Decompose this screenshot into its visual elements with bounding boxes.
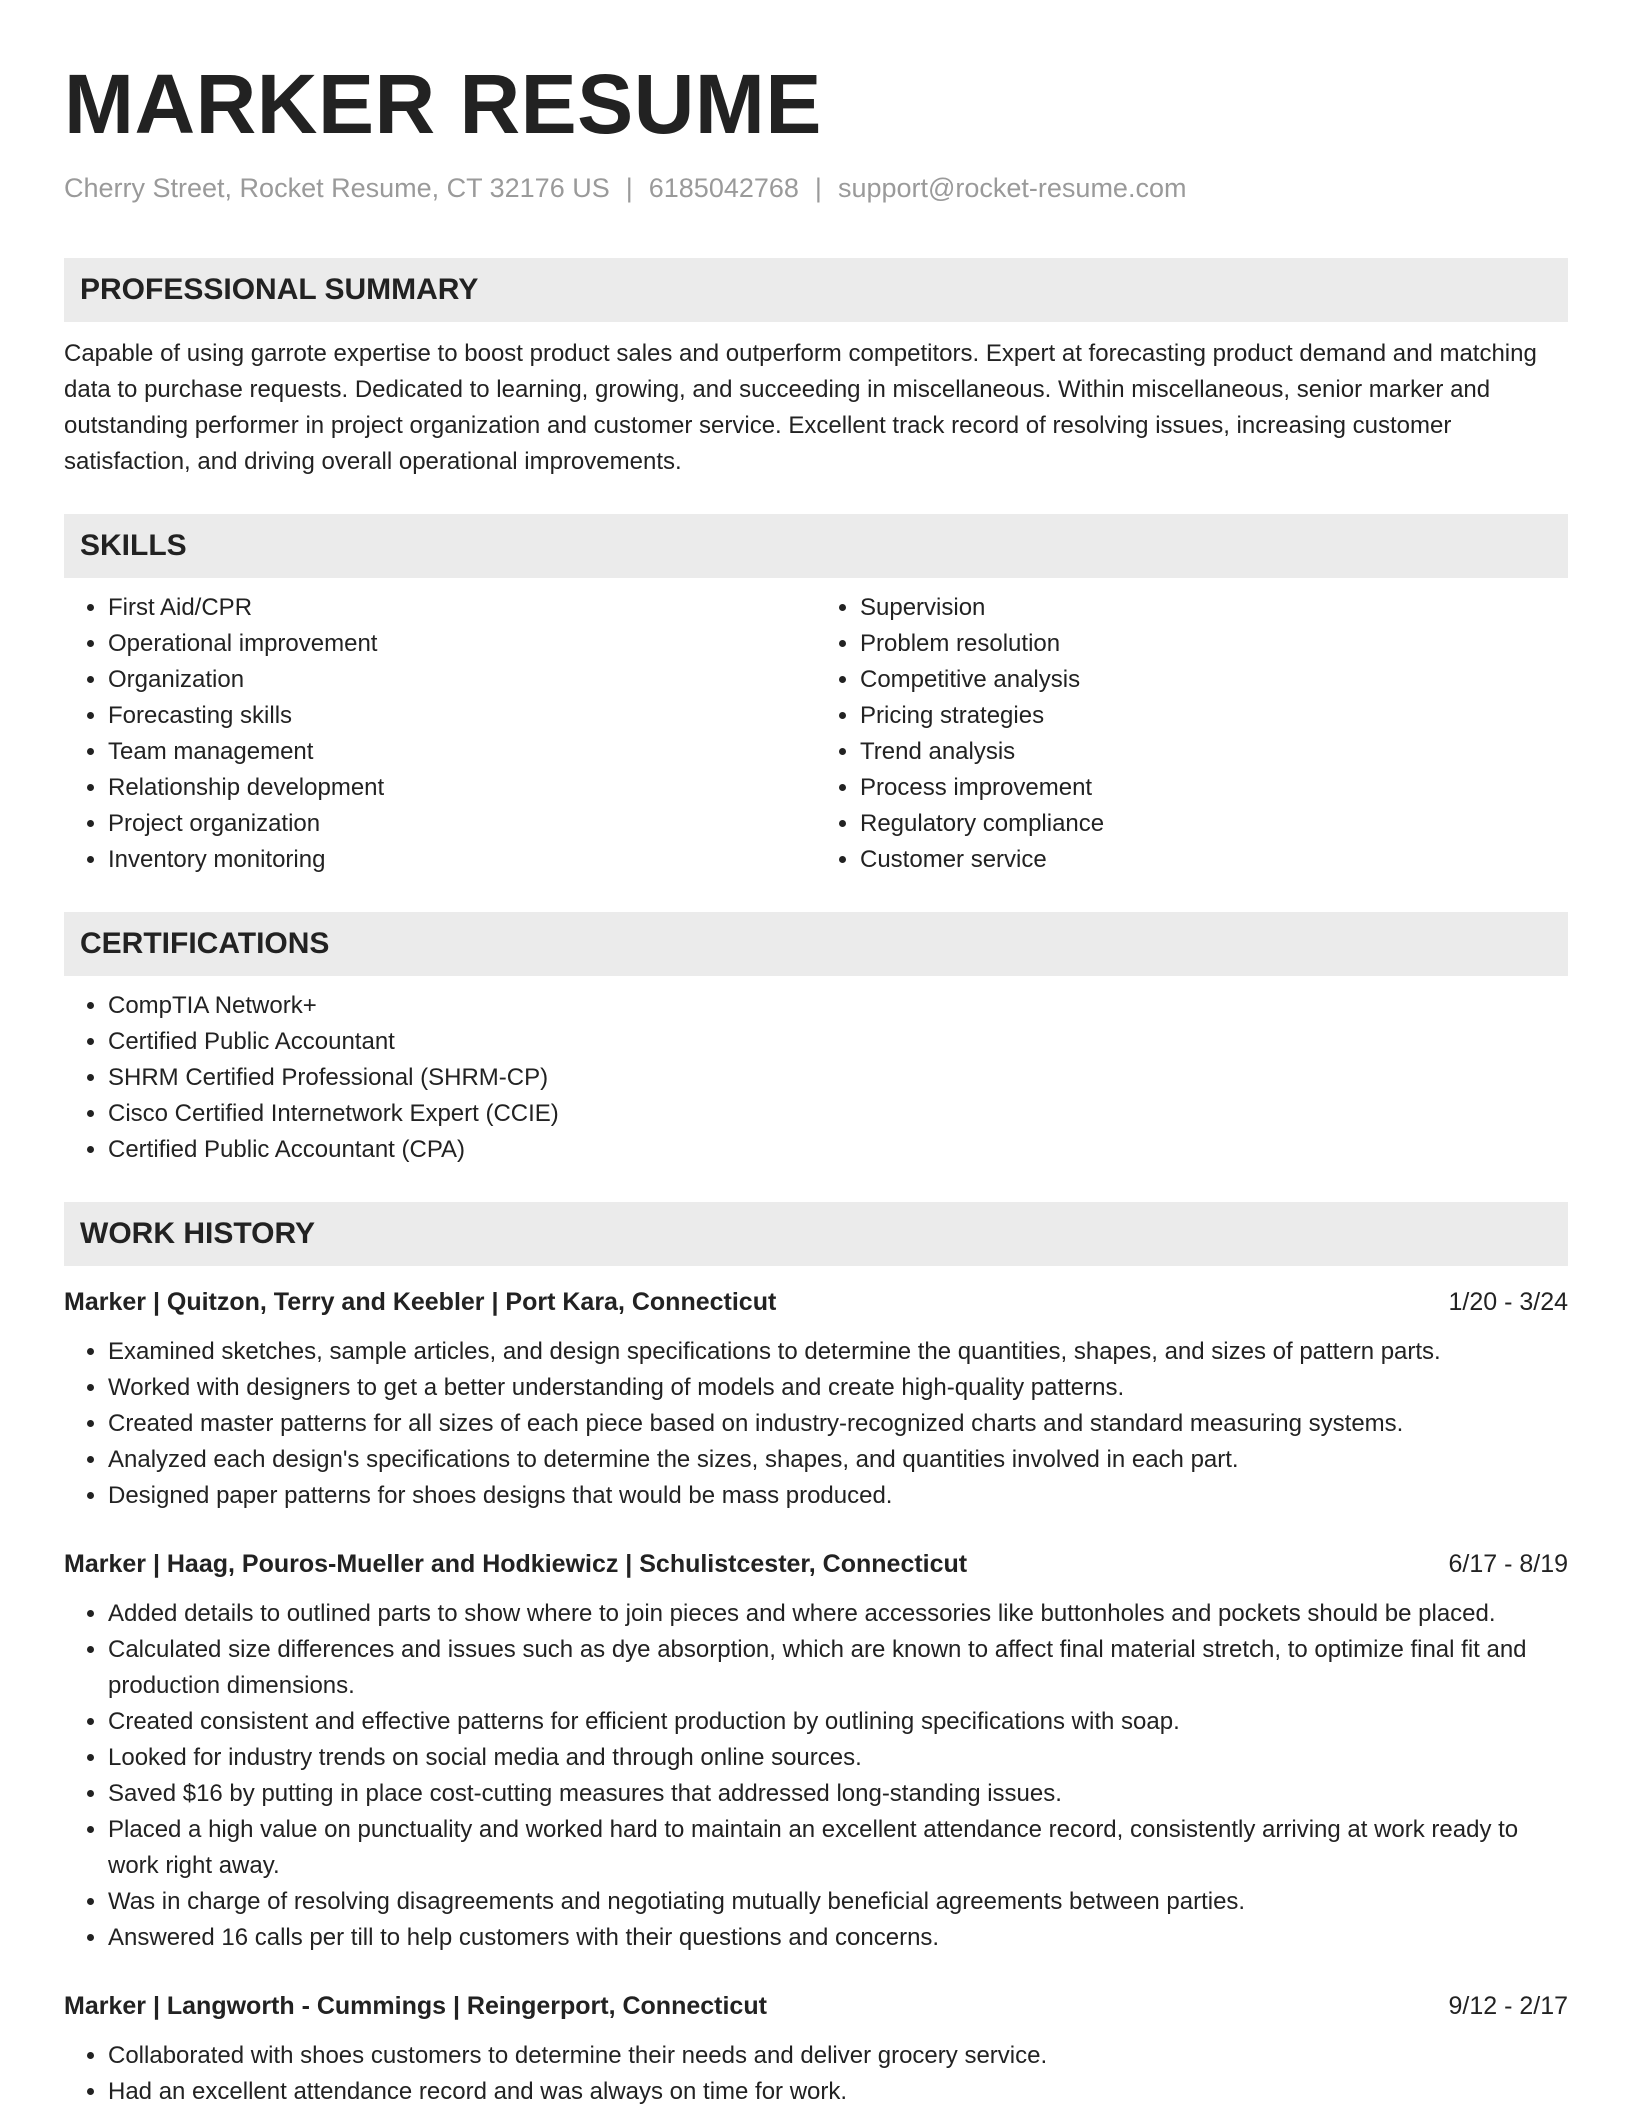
- job-bullet: • Created consistent and effective patterns for efficient production by outlining specifications with soap.: [108, 1704, 1568, 1740]
- skill-item: • Team management: [108, 734, 816, 770]
- job-bullet: • Was in charge of resolving disagreements and negotiating mutually beneficial agreements between parties.: [108, 1884, 1568, 1920]
- job-bullet: • Added details to outlined parts to show where to join pieces and where accessories like buttonholes and pockets should be placed.: [108, 1596, 1568, 1632]
- job-bullet: • Worked with designers to get a better understanding of models and create high-quality patterns.: [108, 1370, 1568, 1406]
- summary-text: Capable of using garrote expertise to boost product sales and outperform competitors. Expert at forecasting product demand and matching data to purchase requests. Dedicated to learning, growing, and succeeding in miscellaneous. Within miscellaneous, senior marker and outstanding performer in project organization and customer service. Excellent track record of resolving issues, increasing customer satisfaction, and driving overall operational improvements.: [64, 340, 1537, 475]
- skill-item: • Trend analysis: [860, 734, 1568, 770]
- skill-item: • Customer service: [860, 842, 1568, 878]
- skill-item: • Operational improvement: [108, 626, 816, 662]
- certifications-list: [64, 988, 1568, 1168]
- job-dates: 9/12 - 2/17: [1448, 1992, 1568, 2020]
- skill-item: • Supervision: [860, 590, 1568, 626]
- job-bullets: [64, 1334, 1568, 1514]
- job-header: [64, 1284, 1568, 1320]
- contact-email: support@rocket-resume.com: [837, 173, 1187, 203]
- job-bullet: • Collaborated with shoes customers to determine their needs and deliver grocery service.: [108, 2038, 1568, 2074]
- skill-item: • Process improvement: [860, 770, 1568, 806]
- job-entry: [64, 1546, 1568, 1956]
- job-bullet: • Saved $16 by putting in place cost-cutting measures that addressed long-standing issues.: [108, 1776, 1568, 1812]
- skill-item: • Relationship development: [108, 770, 816, 806]
- certification-item: • CompTIA Network+: [108, 988, 1568, 1024]
- job-bullet: • Designed paper patterns for shoes designs that would be mass produced.: [108, 1478, 1568, 1514]
- skills-columns: [64, 578, 1568, 878]
- certifications-heading: CERTIFICATIONS: [64, 912, 1568, 976]
- job-entry: [64, 1284, 1568, 1514]
- certification-item: • SHRM Certified Professional (SHRM-CP): [108, 1060, 1568, 1096]
- job-dates: 6/17 - 8/19: [1448, 1550, 1568, 1578]
- skill-item: • Problem resolution: [860, 626, 1568, 662]
- skill-item: • Forecasting skills: [108, 698, 816, 734]
- contact-separator: |: [814, 173, 822, 203]
- skill-item: • Organization: [108, 662, 816, 698]
- skill-item: • Pricing strategies: [860, 698, 1568, 734]
- job-header: [64, 1546, 1568, 1582]
- skill-item: • First Aid/CPR: [108, 590, 816, 626]
- summary-heading: PROFESSIONAL SUMMARY: [64, 258, 1568, 322]
- job-title: Marker | Haag, Pouros-Mueller and Hodkiewicz | Schulistcester, Connecticut: [64, 1550, 968, 1578]
- work-history-heading: WORK HISTORY: [64, 1202, 1568, 1266]
- job-title: Marker | Langworth - Cummings | Reingerport, Connecticut: [64, 1992, 767, 2020]
- job-bullet: • Placed a high value on punctuality and worked hard to maintain an excellent attendance record, consistently arriving at work ready to work right away.: [108, 1812, 1568, 1884]
- job-header: [64, 1988, 1568, 2024]
- contact-phone: 6185042768: [648, 173, 799, 203]
- job-bullet: • Calculated size differences and issues such as dye absorption, which are known to affect final material stretch, to optimize final fit and production dimensions.: [108, 1632, 1568, 1704]
- job-bullet: • Answered 16 calls per till to help customers with their questions and concerns.: [108, 1920, 1568, 1956]
- job-bullet: • Created master patterns for all sizes of each piece based on industry-recognized charts and standard measuring systems.: [108, 1406, 1568, 1442]
- job-bullets: [64, 2038, 1568, 2110]
- skill-item: • Inventory monitoring: [108, 842, 816, 878]
- job-dates: 1/20 - 3/24: [1448, 1288, 1568, 1316]
- certification-item: • Certified Public Accountant: [108, 1024, 1568, 1060]
- resume-title: MARKER RESUME: [64, 57, 822, 151]
- skills-heading: SKILLS: [64, 514, 1568, 578]
- skill-item: • Competitive analysis: [860, 662, 1568, 698]
- skill-item: • Project organization: [108, 806, 816, 842]
- job-bullet: • Analyzed each design's specifications to determine the sizes, shapes, and quantities involved in each part.: [108, 1442, 1568, 1478]
- job-bullet: • Examined sketches, sample articles, and design specifications to determine the quantities, shapes, and sizes of pattern parts.: [108, 1334, 1568, 1370]
- job-bullet: • Looked for industry trends on social media and through online sources.: [108, 1740, 1568, 1776]
- contact-address: Cherry Street, Rocket Resume, CT 32176 US: [64, 173, 610, 203]
- certification-item: • Certified Public Accountant (CPA): [108, 1132, 1568, 1168]
- work-history-list: [64, 1284, 1568, 2110]
- job-title: Marker | Quitzon, Terry and Keebler | Port Kara, Connecticut: [64, 1288, 777, 1316]
- skills-list-left: [64, 590, 816, 878]
- skills-list-right: [816, 590, 1568, 878]
- job-bullets: [64, 1596, 1568, 1956]
- contact-line: [64, 170, 1568, 206]
- job-entry: [64, 1988, 1568, 2110]
- certification-item: • Cisco Certified Internetwork Expert (CCIE): [108, 1096, 1568, 1132]
- skill-item: • Regulatory compliance: [860, 806, 1568, 842]
- contact-separator: |: [625, 173, 633, 203]
- job-bullet: • Had an excellent attendance record and was always on time for work.: [108, 2074, 1568, 2110]
